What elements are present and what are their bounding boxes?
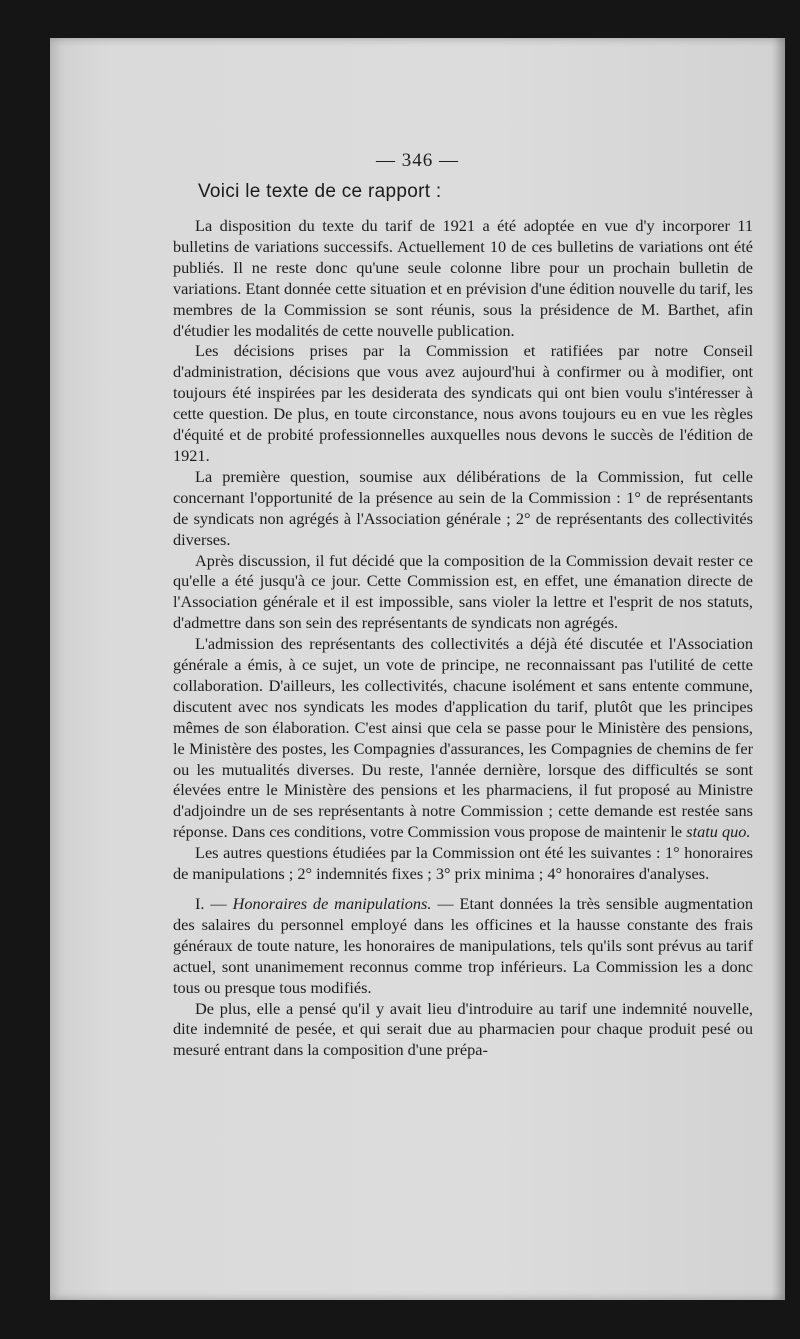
paragraph: La première question, soumise aux délibérations de la Commission, fut celle concernant l'opportunité de la présence au sein de la Commission : 1° de représentants de syndicats non agrégés à l'Association générale ; 2° de représentants des collectivités diverses. <box>173 466 753 549</box>
paragraph: La disposition du texte du tarif de 1921 a été adoptée en vue d'y incorporer 11 bulletins de variations successifs. Actuellement 10 de ces bulletins de variations ont été publiés. Il ne reste donc qu'une seule colonne libre pour un prochain bulletin de variations. Etant donnée cette situation et en prévision d'une édition nouvelle du tarif, les membres de la Commission se sont réunis, sous la présidence de M. Barthet, afin d'étudier les modalités de cette nouvelle publication. <box>173 216 753 340</box>
paragraph: Les décisions prises par la Commission et ratifiées par notre Conseil d'administration, décisions que vous avez aujourd'hui à confirmer ou à modifier, ont toujours été inspirées par les desiderata des syndicats qui ont bien voulu s'intéresser à cette question. De plus, en toute circonstance, nous avons toujours eu en vue les règles d'équité et de probité professionnelles auxquelles nous devons le succès de l'édition de 1921. <box>173 341 753 465</box>
page-number: — 346 — <box>376 150 459 171</box>
page-fold-shadow <box>771 38 785 1300</box>
paragraph-text: — Etant données la très sensible augmentation des salaires du personnel employé dans les officines et la hausse constante des frais généraux de toute nature, les honoraires de manipulations, tels qu'ils sont prévus au tarif actuel, sont unanimement reconnus comme trop inférieurs. La Commission les a donc tous ou presque tous modifiés. <box>173 894 753 997</box>
intro-line: Voici le texte de ce rapport : <box>198 181 442 202</box>
section-heading: Honoraires de manipulations. <box>232 894 432 913</box>
paragraph: Les autres questions étudiées par la Commission ont été les suivantes : 1° honoraires de manipulations ; 2° indemnités fixes ; 3° prix minima ; 4° honoraires d'analyses. <box>173 843 753 884</box>
italic-phrase: statu quo. <box>686 822 751 842</box>
paragraph: Après discussion, il fut décidé que la composition de la Commission devait rester ce qu'elle a été jusqu'à ce jour. Cette Commission est, en effet, une émanation directe de l'Association générale et il est impossible, sans violer la lettre et l'esprit de nos statuts, d'admettre dans son sein des représentants de syndicats non agrégés. <box>173 550 753 633</box>
section-paragraph <box>173 894 753 999</box>
report-text <box>173 216 753 1061</box>
book-page <box>50 38 785 1300</box>
paragraph: De plus, elle a pensé qu'il y avait lieu d'introduire au tarif une indemnité nouvelle, dite indemnité de pesée, et qui serait due au pharmacien pour chaque produit pesé ou mesuré entrant dans la composition d'une prépa- <box>173 998 753 1060</box>
paragraph-text: L'admission des représentants des collectivités a déjà été discutée et l'Association générale a émis, à ce sujet, un vote de principe, ne reconnaissant pas l'utilité de cette collaboration. D'ailleurs, les collectivités, chacune isolément et sans entente commune, discutent avec nos syndicats les modes d'application du tarif, plutôt que les principes mêmes de son élaboration. C'est ainsi que cela se passe pour le Ministère des pensions, le Ministère des postes, les Compagnies d'assurances, les Compagnies de chemins de fer ou les mutualités diverses. Du reste, l'année dernière, lorsque des difficultés se sont élevées entre le Ministère des pensions et les pharmaciens, il fut proposé au Ministre d'adjoindre un de ses représentants à notre Commission ; cette demande est restée sans réponse. Dans ces conditions, votre Commission vous propose de maintenir le <box>173 634 753 842</box>
section-number: I. — <box>195 894 233 913</box>
paragraph <box>173 634 753 843</box>
